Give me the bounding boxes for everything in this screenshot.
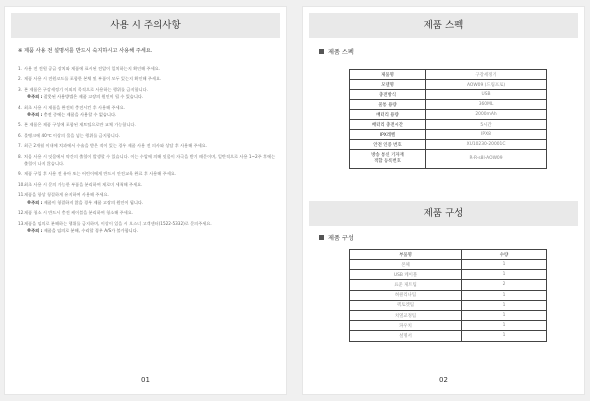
composition-section-label: 제품 구성 [328,235,354,242]
composition-part-name: 표준 제트팁 [350,280,462,290]
spec-value: IPX8 [426,130,547,140]
caution-note-text: 제품이 청결하지 않을 경우 제품 고장의 원인이 됩니다. [42,199,144,205]
composition-header-row [350,250,547,260]
composition-part-name: 펙토켓팁 [350,300,462,310]
caution-item-text: 제품 사용 시 전원코드를 포함한 본체 및 부품이 모두 있는지 확인해 주세요. [24,76,162,82]
left-page [4,6,287,395]
caution-item-text: 최초 사용 시 제품을 완전히 충전시킨 후 사용해 주세요. [24,104,125,110]
spec-value: R-R-s8l-AOW09 [426,150,547,169]
caution-item-text: 제품 구입 후 사용 전 유아 또는 어린이에게 반드시 안전교육 완료 후 사용해 주세요. [24,171,177,177]
spec-row [350,150,547,169]
caution-item-text: 사용 전 전원 공급 장치와 제품에 표시된 전압이 일치하는지 확인해 주세요. [24,66,160,71]
caution-item [18,153,280,168]
composition-row [350,331,547,341]
square-bullet-icon [319,235,324,240]
composition-part-qty: 1 [462,290,547,300]
composition-part-name: 파우치 [350,321,462,331]
composition-row [350,260,547,270]
caution-note-label: ※주의 : [27,112,43,118]
composition-part-name: 본체 [350,260,462,270]
caution-note-label: ※주의 : [27,227,43,233]
caution-note-text: 충전 중에는 제품을 사용할 수 없습니다. [42,112,117,118]
composition-part-qty: 2 [462,280,547,290]
usage-notice: ※ 제품 사용 전 설명서를 반드시 숙지하시고 사용해 주세요. [18,48,153,54]
composition-part-qty: 1 [462,321,547,331]
spec-key: 배터리 용량 [350,110,426,120]
caution-item-number: 10. [18,181,25,187]
caution-item-number: 7. [18,143,22,149]
caution-item-text: 물탱크에 40℃ 이상의 물을 넣는 행위를 금지합니다. [24,132,121,138]
spec-key: 방송 통신 기자재 적합 등록번호 [350,150,426,169]
spec-value: 2000mAh [426,110,547,120]
spec-key: 물통 용량 [350,100,426,110]
caution-item-note [24,93,280,100]
caution-item-number: 4. [18,104,22,110]
composition-part-qty: 1 [462,260,547,270]
composition-row [350,290,547,300]
caution-item [18,121,280,128]
caution-note-text: 잘못된 사용방법은 제품 고장의 원인이 될 수 있습니다. [42,94,144,100]
caution-item [18,104,280,119]
spec-value: 구강세정기 [426,70,547,80]
spec-title: 제품 스펙 [309,13,578,38]
composition-section-heading [319,233,354,242]
spec-row [350,130,547,140]
composition-table [349,249,547,342]
spec-value: USB [426,90,547,100]
caution-item [18,132,280,139]
composition-row [350,310,547,320]
composition-part-name: USB 케이블 [350,270,462,280]
spec-key: 충전방식 [350,90,426,100]
composition-part-name: 치열교정팁 [350,310,462,320]
caution-item [18,191,280,206]
composition-header-qty: 수량 [462,250,547,260]
caution-item-number: 12. [18,210,25,216]
composition-part-name: 설명서 [350,331,462,341]
composition-part-qty: 1 [462,310,547,320]
caution-item-number: 3. [18,86,22,92]
caution-item-number: 8. [18,153,22,159]
composition-part-qty: 1 [462,270,547,280]
spec-key: IPX레벨 [350,130,426,140]
caution-item [18,170,280,177]
spec-section-heading [319,47,354,56]
page-number-right: 02 [439,376,448,384]
composition-row [350,321,547,331]
caution-note-label: ※주의 : [27,199,43,205]
caution-note-text: 제품을 임의로 분해, 수리할 경우 A/S가 불가합니다. [42,227,139,233]
caution-list [18,65,280,237]
spec-section-label: 제품 스펙 [328,49,354,56]
caution-item-text: 제품을 항상 청결하게 유지하여 사용해 주세요. [24,192,109,198]
composition-part-qty: 1 [462,331,547,341]
caution-item [18,220,280,235]
right-page [302,6,585,395]
caution-item-number: 13. [18,220,25,226]
spec-row [350,80,547,90]
spec-row [350,70,547,80]
composition-row [350,300,547,310]
composition-part-name: 혀클리나팁 [350,290,462,300]
spec-value: 360ML [426,100,547,110]
caution-item-text: 본 제품은 구강세정기 이외의 목적으로 사용하는 행위를 금지합니다. [24,86,148,92]
caution-item-number: 6. [18,132,22,138]
page-number-left: 01 [141,376,150,384]
caution-note-label: ※주의 : [27,94,43,100]
spec-row [350,120,547,130]
caution-item [18,75,280,82]
caution-item-text: 본 제품은 제품 구성에 포함된 제트팁으로만 교체 가능합니다. [24,122,136,128]
square-bullet-icon [319,49,324,54]
caution-title: 사용 시 주의사항 [11,13,280,38]
composition-header-name: 부품명 [350,250,462,260]
caution-item-number: 5. [18,122,22,128]
caution-item-text: 제품을 임의로 분해하는 행위를 금지하며, 이상이 있을 시 오스너 고객센터(1522-5332)로 문의주세요. [24,220,212,226]
caution-item [18,65,280,72]
caution-item-note [24,111,280,118]
spec-row [350,90,547,100]
caution-item [18,86,280,101]
caution-item-number: 9. [18,171,22,177]
spec-value: AOW09 (드림프로) [426,80,547,90]
caution-item-note [24,199,280,206]
spec-row [350,140,547,150]
caution-item [18,209,280,216]
caution-item-text: 제품 청소 시 반드시 충전 케이블을 분리하여 청소해 주세요. [24,210,134,216]
spec-value: XU10230-20001C [426,140,547,150]
caution-item-text: 처음 사용 시 잇몸에서 약간의 출혈이 발생할 수 있습니다. 이는 수압에 의해 잇몸이 자극을 받기 때문이며, 일반적으로 사용 1~2주 후에는 출혈이 나지 않습니다. [24,153,276,167]
spec-key: 제품명 [350,70,426,80]
caution-item-number: 1. [18,66,22,71]
composition-part-qty: 1 [462,300,547,310]
spec-key: 배터리 충전시간 [350,120,426,130]
spec-row [350,110,547,120]
caution-item-text: 최근 2개월 이내에 치과에서 수술을 받은 적이 있는 경우 제품 사용 전 의사와 상담 후 사용해 주세요. [24,143,208,149]
caution-item-number: 11. [18,192,25,198]
caution-item-number: 2. [18,76,22,82]
composition-title: 제품 구성 [309,201,578,226]
spec-table [349,69,547,169]
caution-item [18,142,280,149]
spec-row [350,100,547,110]
composition-row [350,280,547,290]
spec-key: 모델명 [350,80,426,90]
caution-item-note [24,227,280,234]
caution-item [18,181,280,188]
caution-item-text: 최초 사용 시 문의 가능한 부품을 분리하여 제로미 세척해 주세요. [24,181,143,187]
composition-row [350,270,547,280]
spec-key: 안전 인증 번호 [350,140,426,150]
spec-value: 5시간 [426,120,547,130]
